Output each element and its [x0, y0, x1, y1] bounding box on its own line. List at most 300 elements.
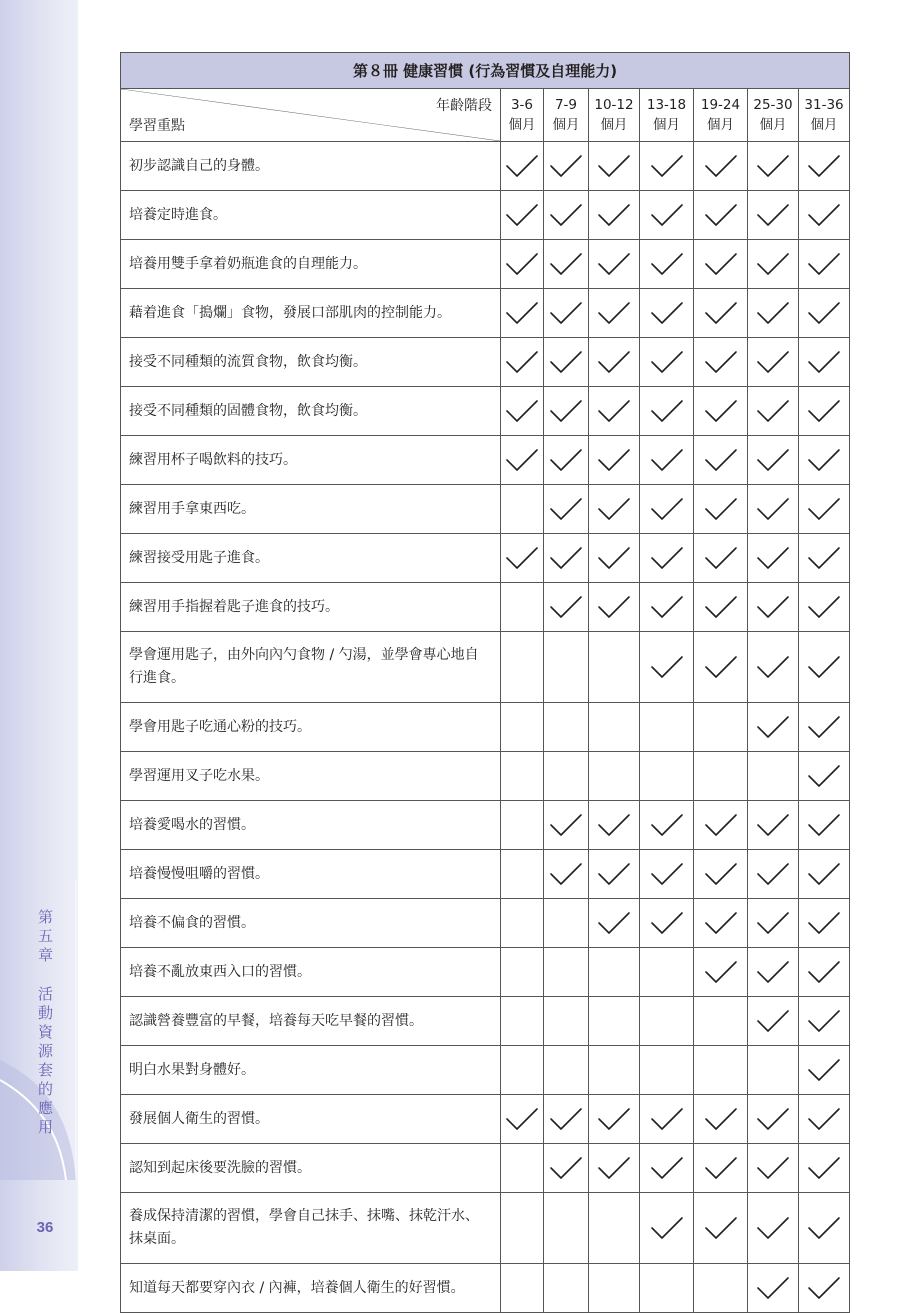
age-range: 25-30	[753, 97, 793, 113]
check-mark-icon	[807, 714, 841, 740]
age-cell	[694, 387, 748, 436]
age-cell	[544, 534, 589, 583]
learning-focus-text: 藉着進食「搗爛」食物，發展口部肌肉的控制能力。	[121, 289, 501, 338]
age-cell	[640, 240, 694, 289]
age-cell	[544, 1144, 589, 1193]
check-mark-icon	[549, 1106, 583, 1132]
check-mark-icon	[807, 959, 841, 985]
age-cell	[640, 850, 694, 899]
age-range: 31-36	[804, 97, 844, 113]
chapter-label	[34, 908, 58, 1137]
check-mark-icon	[704, 251, 738, 277]
check-mark-icon	[756, 1155, 790, 1181]
check-mark-icon	[704, 1106, 738, 1132]
check-mark-icon	[704, 910, 738, 936]
check-mark-icon	[597, 1155, 631, 1181]
age-cell	[589, 850, 640, 899]
age-cell	[799, 632, 850, 703]
age-cell	[694, 752, 748, 801]
age-cell	[694, 485, 748, 534]
check-mark-icon	[597, 594, 631, 620]
check-mark-icon	[597, 251, 631, 277]
check-mark-icon	[650, 496, 684, 522]
age-cell	[544, 485, 589, 534]
age-cell	[799, 1095, 850, 1144]
age-cell	[748, 1046, 799, 1095]
check-mark-icon	[807, 496, 841, 522]
age-cell	[544, 997, 589, 1046]
check-mark-icon	[807, 398, 841, 424]
age-cell	[640, 289, 694, 338]
check-mark-icon	[597, 812, 631, 838]
age-cell	[748, 948, 799, 997]
age-cell	[640, 703, 694, 752]
age-cell	[589, 632, 640, 703]
table-row	[121, 142, 850, 191]
age-range: 10-12	[594, 97, 634, 113]
age-cell	[501, 703, 544, 752]
check-mark-icon	[549, 398, 583, 424]
check-mark-icon	[756, 300, 790, 326]
check-mark-icon	[807, 861, 841, 887]
table-row	[121, 240, 850, 289]
check-mark-icon	[549, 545, 583, 571]
age-cell	[589, 997, 640, 1046]
table-row	[121, 534, 850, 583]
check-mark-icon	[807, 300, 841, 326]
age-cell	[694, 997, 748, 1046]
age-cell	[748, 387, 799, 436]
learning-focus-text: 學會用匙子吃通心粉的技巧。	[121, 703, 501, 752]
age-cell	[589, 899, 640, 948]
check-mark-icon	[756, 1215, 790, 1241]
check-mark-icon	[756, 496, 790, 522]
check-mark-icon	[549, 202, 583, 228]
check-mark-icon	[597, 1106, 631, 1132]
age-cell	[799, 534, 850, 583]
age-unit: 個月	[810, 117, 838, 133]
table-row	[121, 387, 850, 436]
check-mark-icon	[807, 1215, 841, 1241]
check-mark-icon	[549, 251, 583, 277]
age-cell	[748, 436, 799, 485]
age-cell	[501, 1046, 544, 1095]
table-row	[121, 338, 850, 387]
learning-focus-text: 明白水果對身體好。	[121, 1046, 501, 1095]
check-mark-icon	[704, 349, 738, 375]
age-cell	[501, 485, 544, 534]
check-mark-icon	[549, 594, 583, 620]
age-cell	[640, 752, 694, 801]
check-mark-icon	[704, 1215, 738, 1241]
age-cell	[589, 752, 640, 801]
table-row	[121, 703, 850, 752]
age-cell	[640, 632, 694, 703]
age-unit: 個月	[653, 117, 680, 133]
age-cell	[799, 289, 850, 338]
check-mark-icon	[807, 447, 841, 473]
age-cell	[640, 1144, 694, 1193]
check-mark-icon	[597, 910, 631, 936]
check-mark-icon	[505, 349, 539, 375]
check-mark-icon	[505, 398, 539, 424]
page-number: 36	[36, 1219, 54, 1236]
check-mark-icon	[505, 300, 539, 326]
age-cell	[694, 338, 748, 387]
age-unit: 個月	[707, 117, 734, 133]
check-mark-icon	[650, 1106, 684, 1132]
learning-focus-text: 學會運用匙子，由外向內勺食物 / 勺湯，並學會專心地自行進食。	[121, 632, 501, 703]
learning-focus-text: 培養用雙手拿着奶瓶進食的自理能力。	[121, 240, 501, 289]
age-cell	[694, 436, 748, 485]
age-group-header	[748, 89, 799, 142]
check-mark-icon	[807, 153, 841, 179]
age-cell	[748, 801, 799, 850]
age-cell	[544, 948, 589, 997]
learning-focus-text: 培養慢慢咀嚼的習慣。	[121, 850, 501, 899]
check-mark-icon	[597, 300, 631, 326]
age-cell	[694, 801, 748, 850]
check-mark-icon	[597, 153, 631, 179]
age-group-header	[501, 89, 544, 142]
age-cell	[694, 703, 748, 752]
age-cell	[640, 997, 694, 1046]
check-mark-icon	[704, 861, 738, 887]
age-cell	[501, 240, 544, 289]
learning-focus-text: 培養愛喝水的習慣。	[121, 801, 501, 850]
age-cell	[544, 1193, 589, 1264]
age-cell	[694, 632, 748, 703]
check-mark-icon	[756, 251, 790, 277]
check-mark-icon	[756, 153, 790, 179]
age-cell	[589, 485, 640, 534]
age-cell	[589, 583, 640, 632]
age-unit: 個月	[600, 117, 628, 133]
age-cell	[799, 191, 850, 240]
check-mark-icon	[650, 300, 684, 326]
check-mark-icon	[756, 594, 790, 620]
learning-focus-text: 培養不亂放東西入口的習慣。	[121, 948, 501, 997]
age-range: 7-9	[554, 97, 578, 113]
age-cell	[501, 583, 544, 632]
age-cell	[748, 534, 799, 583]
check-mark-icon	[505, 153, 539, 179]
check-mark-icon	[650, 812, 684, 838]
check-mark-icon	[756, 714, 790, 740]
check-mark-icon	[807, 812, 841, 838]
check-mark-icon	[650, 349, 684, 375]
age-cell	[748, 850, 799, 899]
age-range: 3-6	[510, 97, 534, 113]
check-mark-icon	[756, 1106, 790, 1132]
age-cell	[748, 1193, 799, 1264]
age-group-header	[589, 89, 640, 142]
age-cell	[694, 240, 748, 289]
check-mark-icon	[505, 1106, 539, 1132]
age-cell	[748, 899, 799, 948]
age-cell	[589, 240, 640, 289]
age-cell	[589, 387, 640, 436]
age-cell	[501, 289, 544, 338]
table-row	[121, 436, 850, 485]
age-group-header	[640, 89, 694, 142]
age-cell	[799, 801, 850, 850]
check-mark-icon	[597, 545, 631, 571]
check-mark-icon	[505, 202, 539, 228]
check-mark-icon	[756, 654, 790, 680]
age-cell	[799, 1046, 850, 1095]
age-cell	[589, 534, 640, 583]
check-mark-icon	[549, 496, 583, 522]
age-stage-label: 年齡階段	[436, 98, 492, 114]
learning-focus-label: 學習重點	[129, 118, 185, 134]
age-cell	[799, 240, 850, 289]
age-cell	[544, 850, 589, 899]
age-cell	[748, 583, 799, 632]
table-row	[121, 997, 850, 1046]
age-cell	[544, 191, 589, 240]
age-cell	[589, 142, 640, 191]
age-cell	[748, 752, 799, 801]
learning-focus-text: 認識營養豐富的早餐，培養每天吃早餐的習慣。	[121, 997, 501, 1046]
table-row	[121, 752, 850, 801]
chapter-number: 第五章	[37, 908, 54, 964]
age-cell	[501, 1193, 544, 1264]
age-cell	[640, 534, 694, 583]
check-mark-icon	[704, 496, 738, 522]
age-cell	[544, 801, 589, 850]
age-cell	[544, 240, 589, 289]
age-cell	[694, 850, 748, 899]
age-cell	[748, 191, 799, 240]
check-mark-icon	[549, 300, 583, 326]
age-cell	[589, 801, 640, 850]
check-mark-icon	[807, 1057, 841, 1083]
check-mark-icon	[650, 398, 684, 424]
age-cell	[544, 436, 589, 485]
check-mark-icon	[756, 1008, 790, 1034]
check-mark-icon	[756, 861, 790, 887]
age-cell	[501, 1144, 544, 1193]
check-mark-icon	[650, 153, 684, 179]
check-mark-icon	[756, 545, 790, 571]
age-cell	[748, 703, 799, 752]
check-mark-icon	[756, 959, 790, 985]
table-row	[121, 948, 850, 997]
age-cell	[799, 1144, 850, 1193]
check-mark-icon	[807, 594, 841, 620]
age-cell	[694, 583, 748, 632]
age-cell	[501, 534, 544, 583]
age-cell	[501, 632, 544, 703]
check-mark-icon	[756, 202, 790, 228]
age-cell	[501, 1095, 544, 1144]
check-mark-icon	[549, 349, 583, 375]
age-cell	[640, 801, 694, 850]
check-mark-icon	[597, 398, 631, 424]
check-mark-icon	[597, 861, 631, 887]
check-mark-icon	[807, 910, 841, 936]
age-cell	[748, 289, 799, 338]
check-mark-icon	[597, 496, 631, 522]
table-row	[121, 289, 850, 338]
age-cell	[544, 703, 589, 752]
age-cell	[544, 899, 589, 948]
age-cell	[544, 752, 589, 801]
learning-focus-text: 初步認識自己的身體。	[121, 142, 501, 191]
check-mark-icon	[549, 1155, 583, 1181]
check-mark-icon	[650, 202, 684, 228]
age-cell	[589, 436, 640, 485]
health-habits-table	[120, 52, 850, 1313]
age-cell	[694, 1144, 748, 1193]
age-cell	[640, 338, 694, 387]
age-cell	[589, 703, 640, 752]
age-cell	[640, 1046, 694, 1095]
learning-focus-text: 培養不偏食的習慣。	[121, 899, 501, 948]
age-cell	[799, 899, 850, 948]
age-cell	[640, 1095, 694, 1144]
age-cell	[501, 899, 544, 948]
check-mark-icon	[704, 959, 738, 985]
age-cell	[589, 1095, 640, 1144]
check-mark-icon	[650, 545, 684, 571]
check-mark-icon	[807, 545, 841, 571]
age-cell	[544, 632, 589, 703]
check-mark-icon	[650, 251, 684, 277]
learning-focus-text: 練習用杯子喝飲料的技巧。	[121, 436, 501, 485]
age-cell	[544, 583, 589, 632]
check-mark-icon	[704, 545, 738, 571]
check-mark-icon	[505, 545, 539, 571]
age-cell	[589, 338, 640, 387]
check-mark-icon	[807, 1275, 841, 1301]
check-mark-icon	[756, 1275, 790, 1301]
check-mark-icon	[704, 300, 738, 326]
table-row	[121, 1144, 850, 1193]
age-cell	[544, 1046, 589, 1095]
age-group-header	[694, 89, 748, 142]
age-cell	[694, 191, 748, 240]
check-mark-icon	[597, 349, 631, 375]
age-cell	[694, 1095, 748, 1144]
check-mark-icon	[704, 594, 738, 620]
check-mark-icon	[807, 202, 841, 228]
age-unit: 個月	[508, 117, 536, 133]
age-cell	[501, 948, 544, 997]
learning-focus-text: 練習用手指握着匙子進食的技巧。	[121, 583, 501, 632]
check-mark-icon	[807, 251, 841, 277]
age-cell	[589, 191, 640, 240]
check-mark-icon	[650, 861, 684, 887]
learning-focus-text: 發展個人衛生的習慣。	[121, 1095, 501, 1144]
age-cell	[640, 485, 694, 534]
age-cell	[799, 1193, 850, 1264]
age-cell	[589, 1144, 640, 1193]
age-cell	[799, 850, 850, 899]
table-row	[121, 485, 850, 534]
chapter-title: 活動資源套的應用	[37, 985, 54, 1136]
age-cell	[748, 485, 799, 534]
check-mark-icon	[505, 447, 539, 473]
age-cell	[799, 948, 850, 997]
age-cell	[640, 899, 694, 948]
table-row	[121, 583, 850, 632]
age-cell	[501, 142, 544, 191]
age-cell	[799, 583, 850, 632]
check-mark-icon	[756, 812, 790, 838]
age-cell	[748, 632, 799, 703]
age-unit: 個月	[759, 117, 787, 133]
check-mark-icon	[650, 1215, 684, 1241]
age-cell	[544, 1095, 589, 1144]
check-mark-icon	[650, 1155, 684, 1181]
age-cell	[799, 703, 850, 752]
learning-focus-text: 知道每天都要穿內衣 / 內褲，培養個人衛生的好習慣。	[121, 1264, 501, 1313]
age-cell	[748, 142, 799, 191]
check-mark-icon	[807, 1008, 841, 1034]
check-mark-icon	[807, 1155, 841, 1181]
check-mark-icon	[597, 202, 631, 228]
age-cell	[501, 191, 544, 240]
check-mark-icon	[597, 447, 631, 473]
check-mark-icon	[704, 153, 738, 179]
check-mark-icon	[807, 654, 841, 680]
check-mark-icon	[704, 202, 738, 228]
check-mark-icon	[756, 910, 790, 936]
age-cell	[799, 338, 850, 387]
age-cell	[589, 1193, 640, 1264]
table-row	[121, 632, 850, 703]
age-cell	[501, 752, 544, 801]
check-mark-icon	[704, 1155, 738, 1181]
check-mark-icon	[704, 812, 738, 838]
age-cell	[544, 338, 589, 387]
check-mark-icon	[704, 398, 738, 424]
check-mark-icon	[756, 447, 790, 473]
table-title: 第８冊 健康習慣 (行為習慣及自理能力)	[121, 53, 850, 89]
age-cell	[501, 387, 544, 436]
age-cell	[544, 289, 589, 338]
age-cell	[589, 948, 640, 997]
age-cell	[694, 948, 748, 997]
table-row	[121, 191, 850, 240]
age-cell	[589, 1046, 640, 1095]
check-mark-icon	[704, 654, 738, 680]
age-cell	[640, 583, 694, 632]
table-row	[121, 801, 850, 850]
age-cell	[748, 1144, 799, 1193]
check-mark-icon	[756, 398, 790, 424]
check-mark-icon	[549, 812, 583, 838]
age-cell	[501, 850, 544, 899]
table-corner-header	[121, 89, 501, 142]
check-mark-icon	[650, 654, 684, 680]
age-cell	[501, 338, 544, 387]
age-cell	[640, 436, 694, 485]
table-row	[121, 1046, 850, 1095]
learning-focus-text: 練習用手拿東西吃。	[121, 485, 501, 534]
age-group-header	[544, 89, 589, 142]
check-mark-icon	[807, 1106, 841, 1132]
age-cell	[799, 485, 850, 534]
age-cell	[748, 240, 799, 289]
age-cell	[501, 801, 544, 850]
age-cell	[748, 1095, 799, 1144]
age-cell	[748, 997, 799, 1046]
check-mark-icon	[549, 447, 583, 473]
age-cell	[799, 142, 850, 191]
